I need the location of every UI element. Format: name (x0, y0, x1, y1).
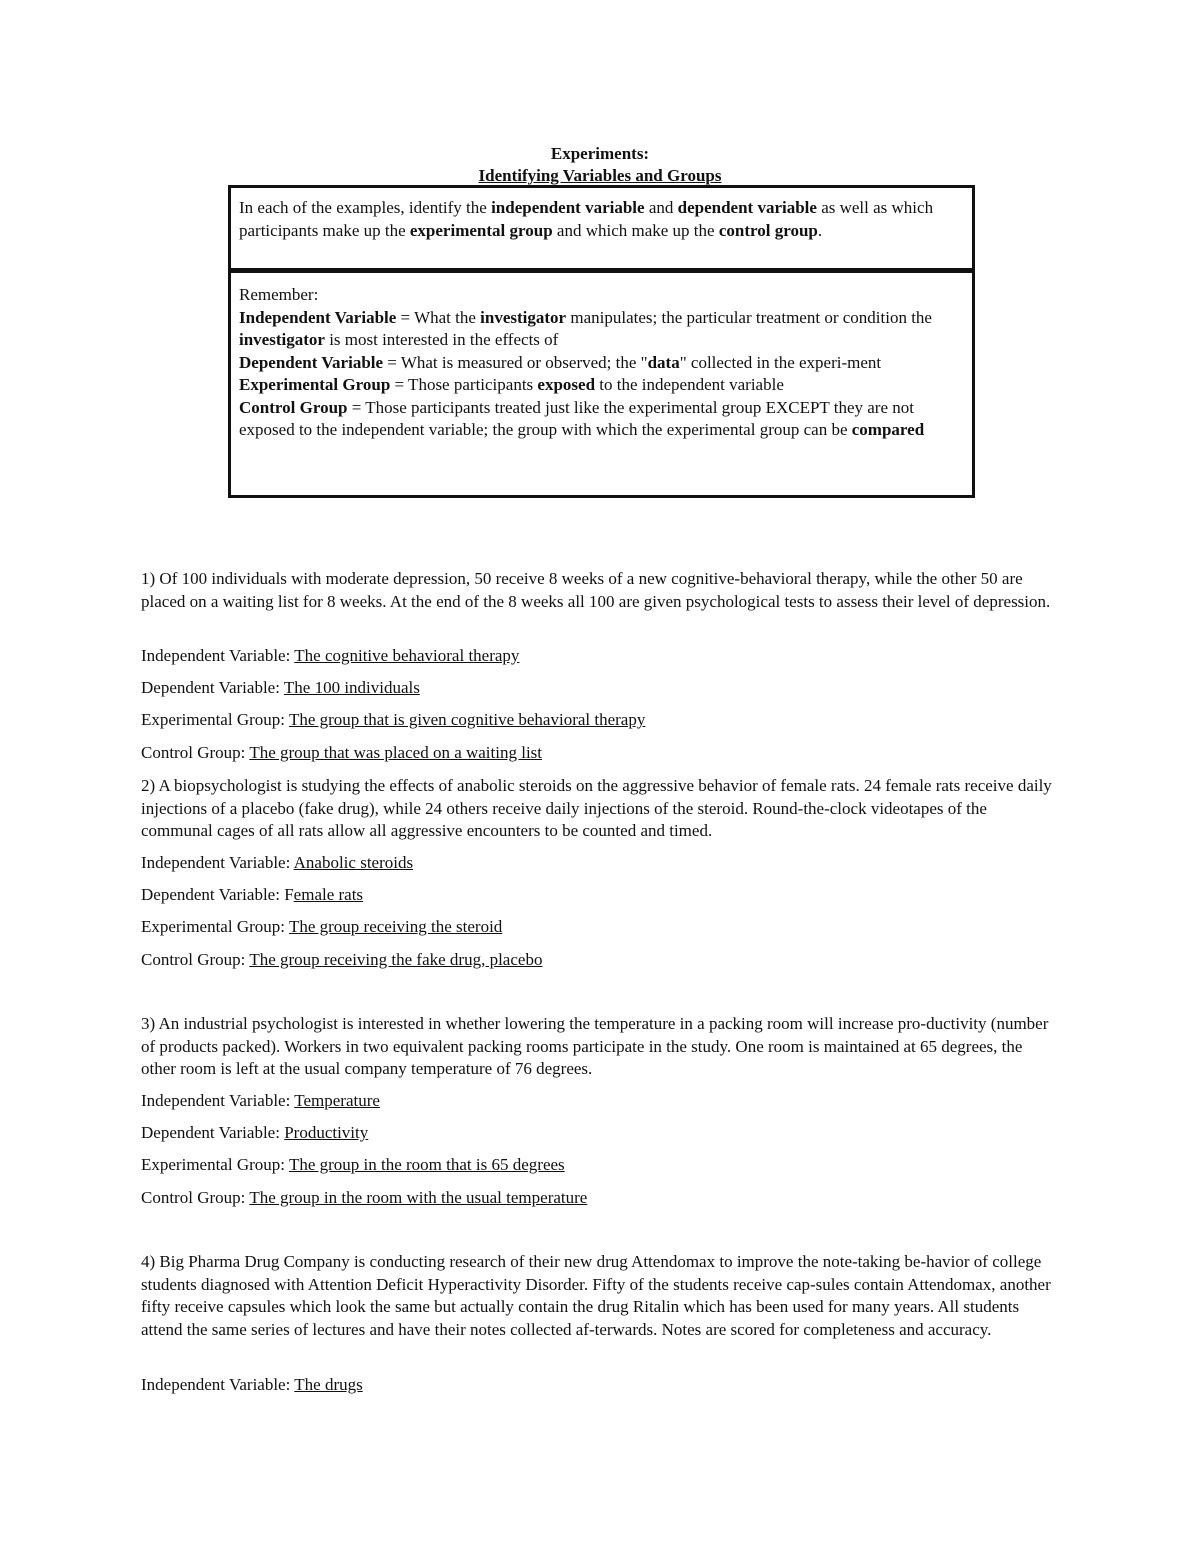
question-4-text: 4) Big Pharma Drug Company is conducting research of their new drug Attendomax to improve the note-taking be-havior of college students diagnosed with Attention Deficit Hyperactivity Disorder. Fifty of the students receive cap-sules contain Attendomax, another fifty receive capsules which look the same but actually contain the drug Ritalin which has been used for many years. All students attend the same series of lectures and have their notes collected af-terwards. Notes are scored for completeness and accuracy. (141, 1252, 1051, 1339)
q3-experimental-group: Experimental Group: The group in the room that is 65 degrees (141, 1155, 565, 1174)
page-title: Experiments: (550, 144, 650, 163)
q3-control-group: Control Group: The group in the room with the usual temperature (141, 1188, 588, 1207)
eg-definition: Experimental Group = Those participants exposed to the independent variable (239, 375, 784, 394)
q2-control-group: Control Group: The group receiving the fake drug, placebo (141, 950, 543, 969)
q2-dependent-variable: Dependent Variable: Female rats (141, 885, 364, 904)
question-3-text: 3) An industrial psychologist is interested in whether lowering the temperature in a packing room will increase pro-ductivity (number of products packed). Workers in two equivalent packing rooms participate in the study. One room is maintained at 65 degrees, the other room is left at the usual company temperature of 76 degrees. (141, 1014, 1049, 1078)
q1-experimental-group: Experimental Group: The group that is given cognitive behavioral therapy (141, 710, 646, 729)
q2-independent-variable: Independent Variable: Anabolic steroids (141, 853, 414, 872)
remember-text (239, 284, 964, 442)
remember-box (228, 268, 975, 498)
cg-definition: Control Group = Those participants treated just like the experimental group EXCEPT they are not exposed to the independent variable; the group with which the experimental group can be compared (239, 397, 925, 439)
page-subtitle: Identifying Variables and Groups (478, 166, 722, 185)
instructions-box (228, 185, 975, 273)
q1-independent-variable: Independent Variable: The cognitive behavioral therapy (141, 646, 520, 665)
question-1-text: 1) Of 100 individuals with moderate depression, 50 receive 8 weeks of a new cognitive-behavioral therapy, while the other 50 are placed on a waiting list for 8 weeks. At the end of the 8 weeks all 100 are given psychological tests to assess their level of depression. (141, 569, 1051, 611)
q1-dependent-variable: Dependent Variable: The 100 individuals (141, 678, 420, 697)
question-2-text: 2) A biopsychologist is studying the effects of anabolic steroids on the aggressive behavior of female rats. 24 female rats receive daily injections of a placebo (fake drug), while 24 others receive daily injections of the steroid. Round-the-clock videotapes of the communal cages of all rats allow all aggressive encounters to be counted and timed. (141, 776, 1052, 840)
instructions-text: In each of the examples, identify the independent variable and dependent variable as well as which participants make up the experimental group and which make up the control group. (239, 198, 934, 240)
dv-definition: Dependent Variable = What is measured or observed; the "data" collected in the experi-ment (239, 352, 882, 372)
q3-dependent-variable: Dependent Variable: Productivity (141, 1123, 369, 1142)
q3-independent-variable: Independent Variable: Temperature (141, 1091, 380, 1110)
iv-definition: Independent Variable = What the investigator manipulates; the particular treatment or condition the investigator is most interested in the effects of (239, 307, 932, 349)
q2-experimental-group: Experimental Group: The group receiving the steroid (141, 917, 503, 936)
q1-control-group: Control Group: The group that was placed on a waiting list (141, 743, 543, 762)
remember-label: Remember: (239, 285, 319, 304)
q4-independent-variable: Independent Variable: The drugs (141, 1375, 363, 1394)
